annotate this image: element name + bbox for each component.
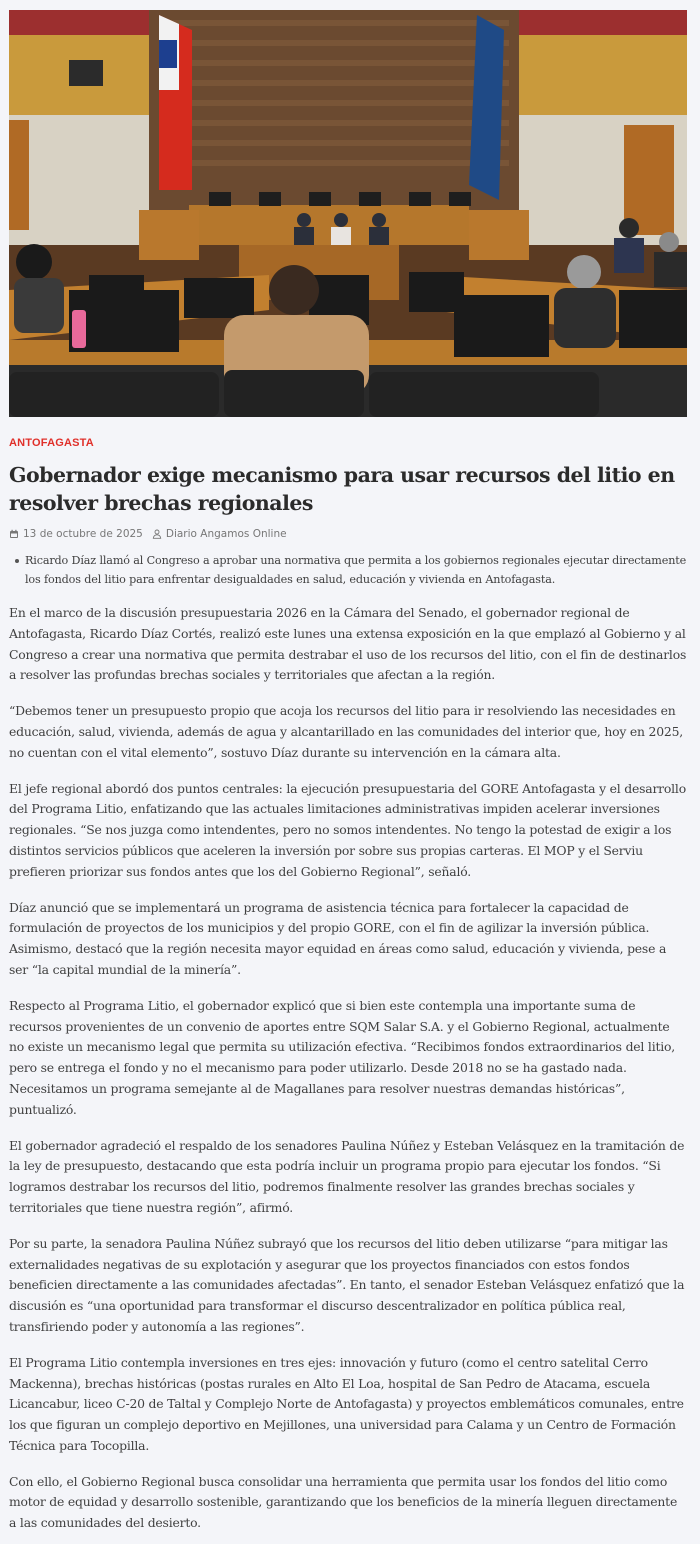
hero-photo (9, 10, 687, 417)
paragraph: Por su parte, la senadora Paulina Núñez subrayó que los recursos del litio deben utilizarse “para mitigar las externalidades negativas de su explotación y asegurar que los proyectos financiados con estos fondos beneficien directamente a las comunidades afectadas”. En tanto, el senador Esteban Velásquez enfatizó que la discusión es “una oportunidad para transformar el discurso descentralizador en política pública real, transfiriendo poder y autonomía a las regiones”. (9, 1235, 685, 1334)
paragraph: Díaz anunció que se implementará un programa de asistencia técnica para fortalecer la capacidad de formulación de proyectos de los municipios y del propio GORE, con el fin de agilizar la inversión pública. Asimismo, destacó que la región necesita mayor equidad en áreas como salud, educación y vivienda, pese a ser “la capital mundial de la minería”. (9, 899, 667, 977)
date-text: 13 de octubre de 2025 (23, 528, 143, 540)
calendar-icon (9, 529, 19, 539)
paragraph: El gobernador agradeció el respaldo de los senadores Paulina Núñez y Esteban Velásquez en la tramitación de la ley de presupuesto, destacando que esta podría incluir un programa propio para ejecutar los fondos. “Si logramos destrabar los recursos del litio, podremos finalmente resolver las grandes brechas sociales y territoriales que tiene nuestra región”, afirmó. (9, 1137, 685, 1215)
paragraph: Respecto al Programa Litio, el gobernador explicó que si bien este contempla una importante suma de recursos provenientes de un convenio de aportes entre SQM Salar S.A. y el Gobierno Regional, actualmente no existe un mecanismo legal que permita su utilización efectiva. “Recibimos fondos extraordinarios del litio, pero se entrega el fondo y no el mecanismo para poder utilizarlo. Desde 2018 no se ha gastado nada. Necesitamos un programa semejante al de Magallanes para resolver nuestras demandas históricas”, puntualizó. (9, 997, 675, 1117)
article-summary (9, 552, 687, 589)
paragraph: “Debemos tener un presupuesto propio que acoja los recursos del litio para ir resolviendo las necesidades en educación, salud, vivienda, además de agua y alcantarillado en las comunidades del interior que, hoy en 2025, no cuentan con el vital elemento”, sostuvo Díaz durante su intervención en la cámara alta. (9, 703, 684, 760)
paragraph: En el marco de la discusión presupuestaria 2026 en la Cámara del Senado, el gobernador regional de Antofagasta, Ricardo Díaz Cortés, realizó este lunes una extensa exposición en la que emplazó al Gobierno y al Congreso a crear una normativa que permita destrabar el uso de los recursos del litio, con el fin de destinarlos a resolver las profundas brechas sociales y territoriales que afectan a la región. (9, 605, 687, 683)
article-category[interactable]: ANTOFAGASTA (9, 437, 94, 449)
user-icon (152, 529, 162, 539)
article-title: Gobernador exige mecanismo para usar recursos del litio en resolver brechas regionales (9, 463, 675, 515)
article-body (9, 603, 687, 1534)
summary-item: Ricardo Díaz llamó al Congreso a aprobar una normativa que permita a los gobiernos regionales ejecutar directamente los fondos del litio para enfrentar desigualdades en salud, educación y vivienda en Antofagasta. (25, 552, 687, 589)
article-meta (9, 528, 687, 540)
article-author[interactable] (152, 528, 287, 540)
paragraph: El Programa Litio contempla inversiones en tres ejes: innovación y futuro (como el centro satelital Cerro Mackenna), brechas históricas (postas rurales en Alto El Loa, hospital de San Pedro de Atacama, escuela Licancabur, liceo C-20 de Taltal y Complejo Norte de Antofagasta) y proyectos emblemáticos comunales, entre los que figuran un complejo deportivo en Mejillones, una universidad para Calama y un Centro de Formación Técnica para Tocopilla. (9, 1354, 684, 1453)
paragraph: El jefe regional abordó dos puntos centrales: la ejecución presupuestaria del GORE Antofagasta y el desarrollo del Programa Litio, enfatizando que las actuales limitaciones administrativas impiden acelerar inversiones regionales. “Se nos juzga como intendentes, pero no somos intendentes. No tengo la potestad de exigir a los distintos servicios públicos que aceleren la inversión por sobre sus propias carteras. El MOP y el Serviu prefieren priorizar sus fondos antes que los del Gobierno Regional”, señaló. (9, 780, 686, 879)
author-text: Diario Angamos Online (165, 528, 287, 540)
article-date (9, 528, 143, 540)
paragraph: Con ello, el Gobierno Regional busca consolidar una herramienta que permita usar los fondos del litio como motor de equidad y desarrollo sostenible, garantizando que los beneficios de la minería lleguen directamente a las comunidades del desierto. (9, 1473, 678, 1531)
